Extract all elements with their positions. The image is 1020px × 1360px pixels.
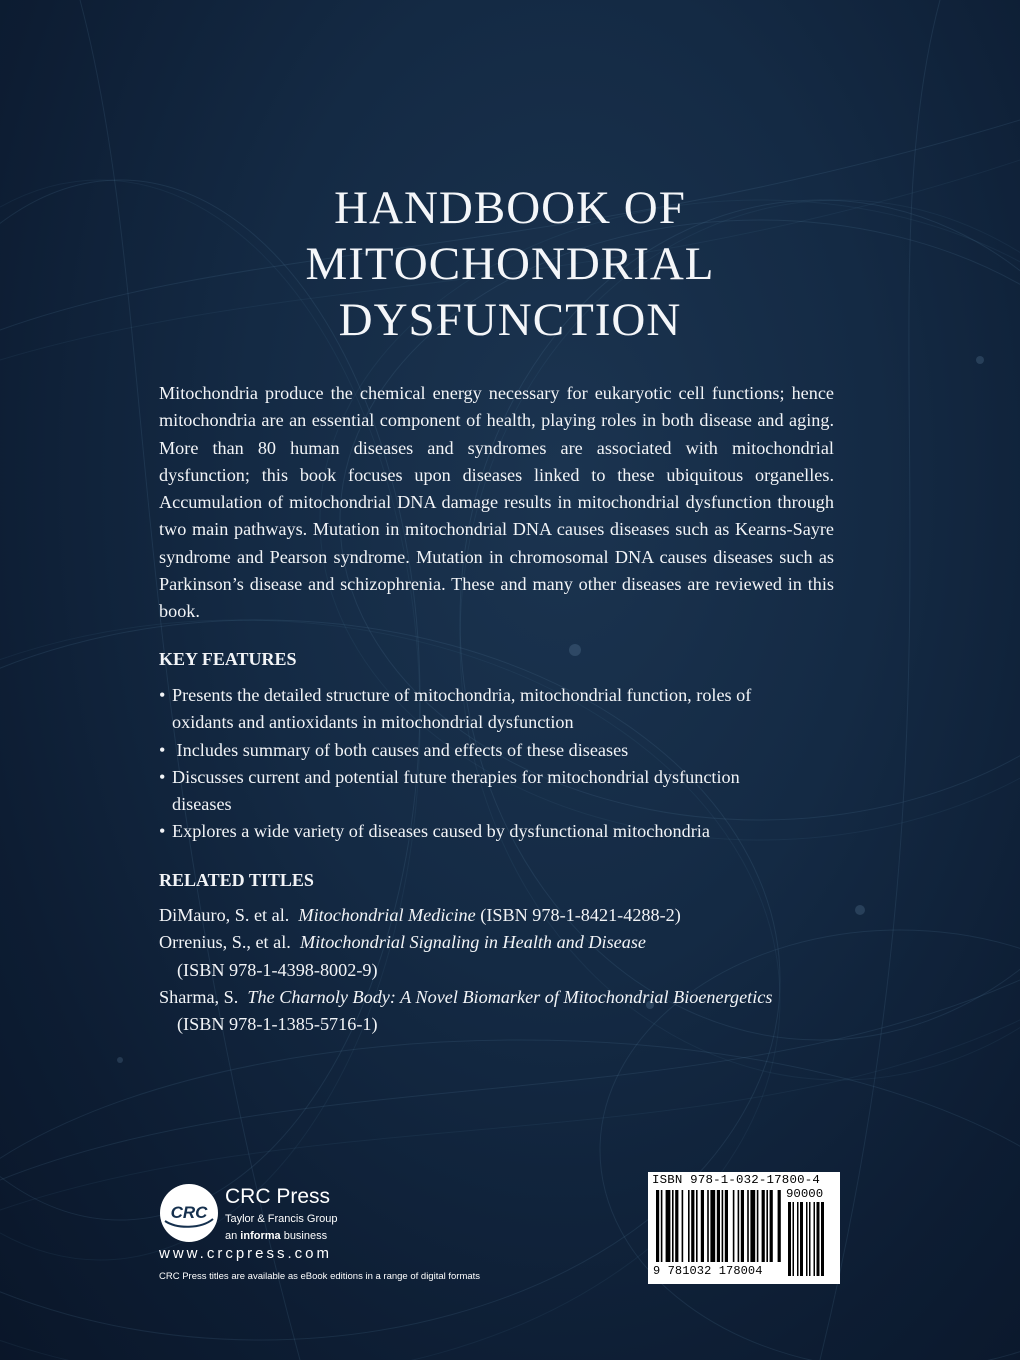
barcode-bar	[762, 1190, 765, 1262]
related-authors: Orrenius, S., et al.	[159, 932, 291, 953]
related-book-title: The Charnoly Body: A Novel Biomarker of Mitochondrial Bioenergetics	[247, 986, 773, 1007]
svg-text:CRC: CRC	[170, 1203, 208, 1222]
addon-bar	[809, 1202, 811, 1276]
related-book-title: Mitochondrial Medicine	[298, 905, 476, 925]
addon-bar	[806, 1202, 808, 1276]
barcode-bar	[725, 1190, 728, 1262]
publisher-name: CRC Press	[225, 1185, 331, 1208]
barcode-digits: 9 781032 178004	[653, 1264, 763, 1278]
related-book-title: Mitochondrial Signaling in Health and Disease	[299, 932, 646, 953]
title-line-3: DYSFUNCTION	[338, 294, 682, 346]
feature-item: • Discusses current and potential future therapies for mitochondrial dysfunction diseases	[159, 764, 799, 819]
barcode-bar	[701, 1190, 704, 1262]
isbn-barcode	[648, 1172, 840, 1284]
barcode-bar	[710, 1190, 715, 1262]
related-authors: Sharma, S.	[159, 986, 239, 1007]
key-features-heading: KEY FEATURES	[159, 649, 297, 669]
barcode-bar	[656, 1190, 659, 1262]
publisher-url: www.crcpress.com	[159, 1245, 333, 1262]
barcode-bar	[747, 1190, 749, 1262]
barcode-bar	[766, 1190, 768, 1262]
isbn-label: ISBN 978-1-032-17800-4	[652, 1173, 820, 1187]
addon-bar	[793, 1202, 795, 1276]
related-isbn-line: (ISBN 978-1-1385-5716-1)	[177, 1014, 378, 1035]
barcode-bar	[750, 1190, 755, 1262]
addon-bar	[817, 1202, 820, 1276]
barcode-bar	[733, 1190, 735, 1262]
barcode-bar	[741, 1190, 744, 1262]
related-title-entry	[159, 929, 859, 956]
barcode-bar	[770, 1190, 773, 1262]
related-isbn: (ISBN 978-1-8421-4288-2)	[480, 905, 681, 925]
crc-logo-icon	[159, 1183, 219, 1243]
related-authors: DiMauro, S. et al.	[159, 905, 290, 925]
title-line-1: HANDBOOK OF	[334, 182, 686, 234]
barcode-bar	[757, 1190, 759, 1262]
barcode-bar	[675, 1190, 678, 1262]
barcode-bar	[717, 1190, 720, 1262]
book-description: Mitochondria produce the chemical energy necessary for eukaryotic cell functions; hence mitochondria are an essential component of health, playing roles in both disease and aging. More than 80 human diseases and syndromes are associated with mitochondrial dysfunction; this book focuses upon diseases linked to these ubiquitous organelles. Accumulation of mitochondrial DNA damage results in mitochondrial dysfunction through two main pathways. Mutation in mitochondrial DNA causes diseases such as Kearns-Sayre syndrome and Pearson syndrome. Mutation in chromosomal DNA causes diseases such as Parkinson’s disease and schizophrenia. These and many other diseases are reviewed in this book.	[159, 383, 834, 622]
feature-item: • Presents the detailed structure of mitochondria, mitochondrial function, roles of oxidants and antioxidants in mitochondrial dysfunction	[159, 682, 799, 737]
related-isbn-line: (ISBN 978-1-4398-8002-9)	[177, 959, 378, 980]
ebook-note: CRC Press titles are available as eBook editions in a range of digital formats	[159, 1271, 481, 1282]
barcode-bar	[672, 1190, 674, 1262]
book-title	[0, 180, 1020, 348]
barcode-bar	[707, 1190, 709, 1262]
addon-bar	[800, 1202, 803, 1276]
barcode-bar	[688, 1190, 690, 1262]
barcode-addon-number: 90000	[786, 1187, 824, 1201]
barcode-bar	[738, 1190, 740, 1262]
barcode-bar	[682, 1190, 684, 1262]
barcode-bar	[722, 1190, 724, 1262]
related-title-entry	[159, 902, 859, 929]
addon-bar	[814, 1202, 816, 1276]
feature-item: • Explores a wide variety of diseases caused by dysfunctional mitochondria	[159, 818, 799, 845]
publisher-informa-line: an informa business	[225, 1230, 328, 1242]
related-titles-list	[159, 902, 859, 1038]
addon-bar	[788, 1202, 791, 1276]
addon-bar	[821, 1202, 824, 1276]
barcode-bar	[666, 1190, 671, 1262]
publisher-block	[159, 1183, 499, 1283]
related-title-entry	[159, 984, 859, 1011]
key-features-list	[159, 682, 799, 846]
feature-item: • Includes summary of both causes and effects of these diseases	[159, 737, 799, 764]
addon-bar	[797, 1202, 799, 1276]
related-titles-heading: RELATED TITLES	[159, 870, 314, 890]
publisher-group: Taylor & Francis Group	[225, 1213, 338, 1225]
barcode-bar	[696, 1190, 698, 1262]
barcode-bar	[661, 1190, 663, 1262]
barcode-bar	[691, 1190, 694, 1262]
barcode-bar	[778, 1190, 781, 1262]
title-line-2: MITOCHONDRIAL	[305, 238, 715, 290]
